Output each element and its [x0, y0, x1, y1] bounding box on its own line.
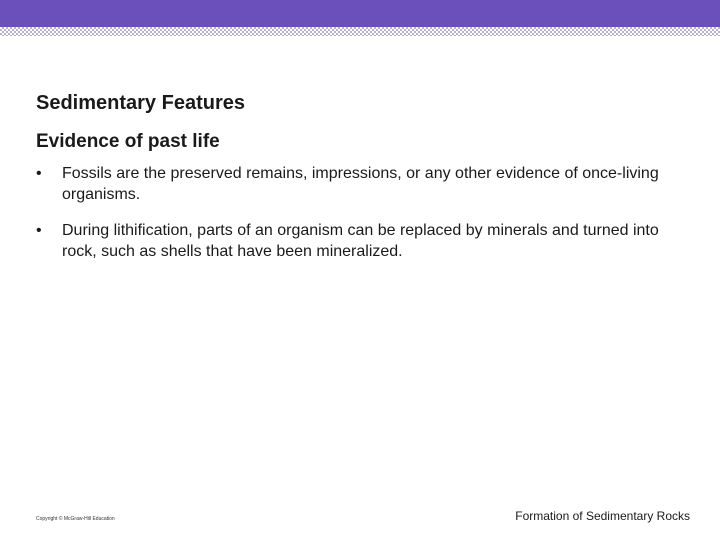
bullet-item	[36, 163, 676, 205]
bullet-marker: •	[36, 165, 42, 182]
bullet-text: Fossils are the preserved remains, impressions, or any other evidence of once-living organisms.	[62, 165, 659, 203]
footer-topic: Formation of Sedimentary Rocks	[515, 509, 690, 523]
bullet-list	[36, 163, 676, 277]
header-pattern	[0, 27, 720, 36]
header-band	[0, 0, 720, 27]
copyright-notice: Copyright © McGraw-Hill Education	[36, 516, 115, 522]
bullet-text: During lithification, parts of an organism can be replaced by minerals and turned into rock, such as shells that have been mineralized.	[62, 222, 659, 260]
bullet-marker: •	[36, 222, 42, 239]
slide-subtitle: Evidence of past life	[36, 131, 220, 152]
slide-title: Sedimentary Features	[36, 92, 245, 114]
bullet-item	[36, 220, 676, 262]
